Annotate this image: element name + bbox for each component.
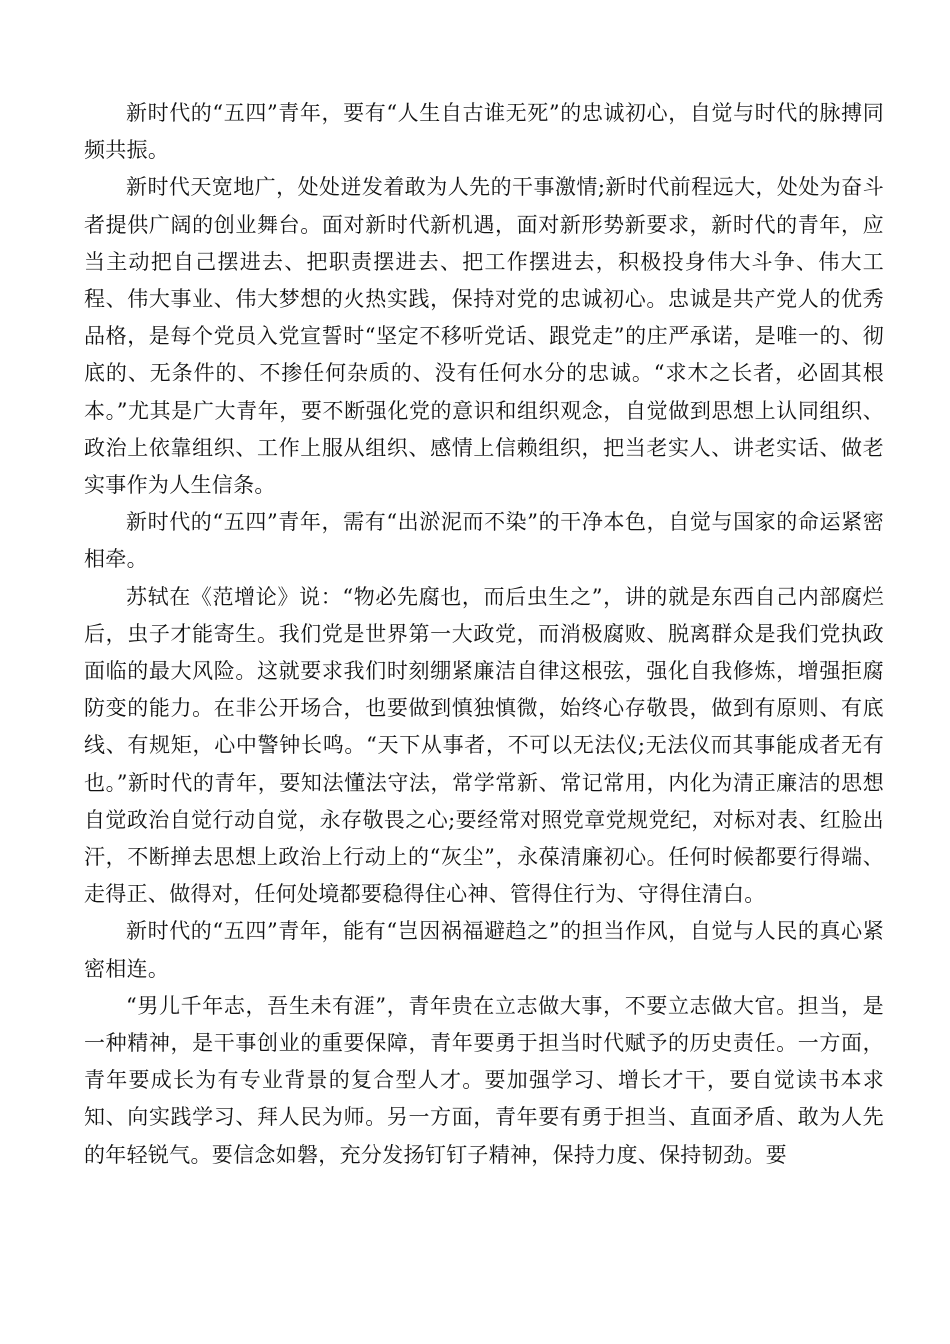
paragraph-1: 新时代的“五四”青年，要有“人生自古谁无死”的忠诚初心，自觉与时代的脉搏同频共振。 bbox=[84, 101, 884, 163]
paragraph-2: 新时代天宽地广，处处迸发着敢为人先的干事激情;新时代前程远大，处处为奋斗者提供广阔的创业舞台。面对新时代新机遇，面对新形势新要求，新时代的青年，应当主动把自己摆进去、把职责摆进去、把工作摆进去，积极投身伟大斗争、伟大工程、伟大事业、伟大梦想的火热实践，保持对党的忠诚初心。忠诚是共产党人的优秀品格，是每个党员入党宣誓时“坚定不移听党话、跟党走”的庄严承诺，是唯一的、彻底的、无条件的、不掺任何杂质的、没有任何水分的忠诚。“求木之长者，必固其根本。”尤其是广大青年，要不断强化党的意识和组织观念，自觉做到思想上认同组织、政治上依靠组织、工作上服从组织、感情上信赖组织，把当老实人、讲老实话、做老实事作为人生信条。 bbox=[84, 175, 884, 498]
document-body bbox=[84, 95, 884, 1174]
paragraph-3: 新时代的“五四”青年，需有“出淤泥而不染”的干净本色，自觉与国家的命运紧密相牵。 bbox=[84, 510, 884, 572]
paragraph-4: 苏轼在《范增论》说：“物必先腐也，而后虫生之”，讲的就是东西自己内部腐烂后，虫子才能寄生。我们党是世界第一大政党，而消极腐败、脱离群众是我们党执政面临的最大风险。这就要求我们时刻绷紧廉洁自律这根弦，强化自我修炼，增强拒腐防变的能力。在非公开场合，也要做到慎独慎微，始终心存敬畏，做到有原则、有底线、有规矩，心中警钟长鸣。“天下从事者，不可以无法仪;无法仪而其事能成者无有也。”新时代的青年，要知法懂法守法，常学常新、常记常用，内化为清正廉洁的思想自觉政治自觉行动自觉，永存敬畏之心;要经常对照党章党规党纪，对标对表、红脸出汗，不断掸去思想上政治上行动上的“灰尘”，永葆清廉初心。任何时候都要行得端、走得正、做得对，任何处境都要稳得住心神、管得住行为、守得住清白。 bbox=[84, 584, 884, 907]
paragraph-6: “男儿千年志，吾生未有涯”，青年贵在立志做大事，不要立志做大官。担当，是一种精神，是干事创业的重要保障，青年要勇于担当时代赋予的历史责任。一方面，青年要成长为有专业背景的复合型人才。要加强学习、增长才干，要自觉读书本求知、向实践学习、拜人民为师。另一方面，青年要有勇于担当、直面矛盾、敢为人先的年轻锐气。要信念如磐，充分发扬钉钉子精神，保持力度、保持韧劲。要 bbox=[84, 993, 884, 1167]
paragraph-5: 新时代的“五四”青年，能有“岂因祸福避趋之”的担当作风，自觉与人民的真心紧密相连。 bbox=[84, 919, 884, 981]
